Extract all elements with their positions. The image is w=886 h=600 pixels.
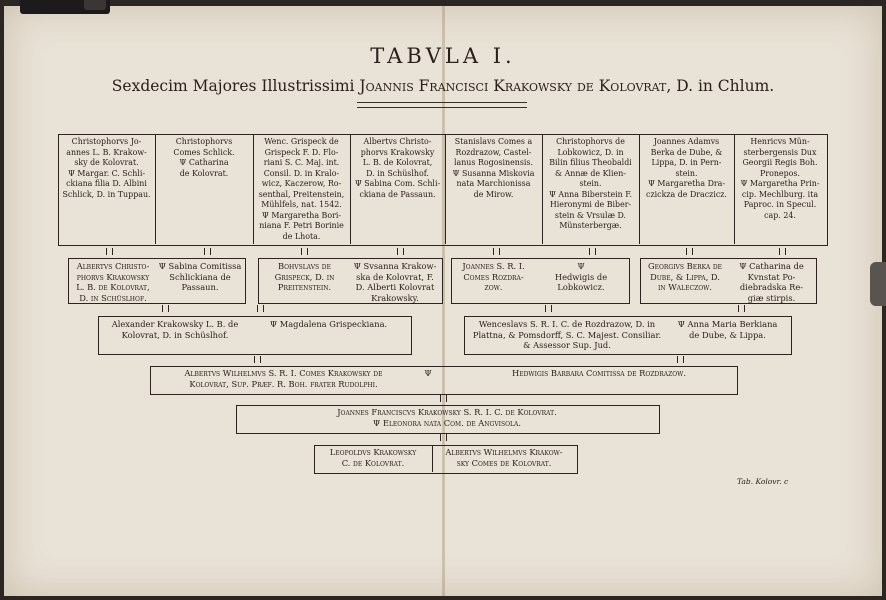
connector-tick bbox=[440, 395, 447, 402]
row2-husband-4-line: Dube, & Lippa, D. bbox=[650, 271, 720, 282]
row1-ancestor-3-line: Consil. D. in Kralo- bbox=[263, 168, 340, 178]
row1-ancestor-4-line: L. B. de Kolovrat, bbox=[362, 158, 433, 167]
row1-ancestor-6-line: Münsterbergæ. bbox=[559, 221, 622, 230]
row1-ancestor-7 bbox=[641, 137, 732, 200]
subtitle-suffix: , D. in Chlum. bbox=[666, 77, 775, 95]
row2-wife-2-line: ska de Kolovrat, F. bbox=[356, 271, 434, 282]
row3-husband-1-line: Kolovrat, D. in Schüslhof. bbox=[121, 329, 229, 340]
row1-ancestor-5-line: Stanislavs Comes a bbox=[454, 137, 533, 146]
row1-ancestor-8-line: sterbergensis Dux bbox=[743, 147, 817, 157]
row1-ancestor-7-line: Ψ Margaretha Dra- bbox=[647, 179, 726, 188]
row5-subject: Joannes Franciscvs Krakowsky S. R. I. C. de Kolovrat. bbox=[337, 407, 557, 417]
row1-ancestor-3-line: Grispeck F. D. Flo- bbox=[264, 147, 339, 157]
connector-tick bbox=[779, 248, 786, 255]
row1-divider bbox=[253, 134, 254, 244]
row1-divider bbox=[639, 134, 640, 244]
connector-tick bbox=[257, 305, 264, 312]
subtitle-name: Joannis Francisci Krakowsky de Kolovrat bbox=[359, 77, 667, 95]
row1-ancestor-1-line: Christophorvs Jo- bbox=[71, 137, 142, 146]
row3-wife-2-line: de Dube, & Lippa. bbox=[689, 329, 766, 340]
row1-ancestor-3-line: senthal, Preitenstein, bbox=[258, 189, 345, 199]
row3-husband-2-line: & Assessor Sup. Jud. bbox=[523, 340, 611, 351]
row1-ancestor-8-line: Georgii Regis Boh. bbox=[742, 158, 818, 167]
row1-ancestor-4 bbox=[352, 137, 443, 200]
row1-ancestor-2-line: Ψ Catharina bbox=[179, 158, 229, 167]
row6-child-2 bbox=[434, 447, 574, 468]
row1-ancestor-6-line: Christophorvs de bbox=[556, 137, 625, 146]
row1-ancestor-3-line: Wenc. Grispeck de bbox=[264, 137, 339, 146]
row1-ancestor-6-line: Lobkowicz, D. in bbox=[557, 147, 624, 157]
row6-child-1-line: C. de Kolovrat. bbox=[341, 457, 405, 468]
connector-tick bbox=[162, 305, 169, 312]
row2-husband-3-line: Joannes S. R. I. bbox=[462, 261, 525, 271]
connector-tick bbox=[254, 356, 261, 363]
row6-child-2-line: sky Comes de Kolovrat. bbox=[456, 457, 552, 468]
row1-ancestor-6-line: stein & Vrsulæ D. bbox=[554, 210, 627, 220]
row1-ancestor-3 bbox=[255, 137, 348, 242]
row1-ancestor-7-line: czickza de Draczicz. bbox=[646, 189, 727, 199]
row1-ancestor-3-line: riani S. C. Maj. int. bbox=[263, 158, 340, 167]
row2-wife-1-line: Ψ Sabina Comitissa bbox=[158, 261, 242, 271]
row1-ancestor-6-line: Hieronymi de Biber- bbox=[549, 200, 632, 209]
row3-wife-2 bbox=[668, 319, 787, 340]
row1-ancestor-1-line: sky de Kolovrat. bbox=[74, 158, 139, 167]
subtitle-prefix: Sexdecim Majores Illustrissimi bbox=[111, 77, 355, 95]
row2-wife-2 bbox=[351, 261, 439, 303]
row1-divider bbox=[350, 134, 351, 244]
row3-husband-2 bbox=[467, 319, 667, 351]
row2-husband-2-line: Preitenstein. bbox=[277, 282, 332, 293]
row2-husband-1-line: phorvs Krakowsky bbox=[76, 271, 150, 282]
row1-ancestor-1-line: Schlick, D. in Tuppau. bbox=[62, 189, 151, 199]
row1-ancestor-6-line: Ψ Anna Biberstein F. bbox=[548, 189, 633, 199]
row1-ancestor-7-line: stein. bbox=[675, 168, 698, 178]
row1-ancestor-8-line: Pronepos. bbox=[760, 168, 800, 178]
row1-ancestor-3-line: Mühlfels, nat. 1542. bbox=[261, 200, 342, 209]
row1-divider bbox=[734, 134, 735, 244]
row1-ancestor-2-line: Christophorvs bbox=[175, 137, 233, 146]
page-subtitle bbox=[0, 77, 886, 95]
connector-tick bbox=[493, 248, 500, 255]
row4-husband-line: Albertvs Wilhelmvs S. R. I. Comes Krakowsky de bbox=[184, 368, 383, 378]
row5-spouse: Ψ Eleonora nata Com. de Angvisola. bbox=[372, 418, 522, 428]
row1-ancestor-1-line: Ψ Margar. C. Schli- bbox=[67, 168, 146, 178]
row1-ancestor-2-line: Comes Schlick. bbox=[173, 147, 235, 157]
row2-wife-2-line: D. Alberti Kolovrat bbox=[355, 282, 435, 293]
row2-wife-2-line: Ψ Svsanna Krakow- bbox=[353, 261, 437, 271]
row3-wife-2-line: Ψ Anna Maria Berkiana bbox=[677, 319, 778, 329]
row1-ancestor-1-line: annes L. B. Krakow- bbox=[66, 147, 147, 157]
row2-husband-3 bbox=[453, 261, 534, 293]
connector-tick bbox=[589, 248, 596, 255]
row1-ancestor-3-line: Ψ Margaretha Bori- bbox=[261, 210, 342, 220]
row1-ancestor-4-line: Ψ Sabina Com. Schli- bbox=[354, 179, 441, 188]
row2-husband-2-line: Bohvslavs de bbox=[278, 261, 331, 271]
row2-wife-1 bbox=[158, 261, 242, 293]
row2-wife-3-line: Hedwigis de bbox=[554, 271, 608, 282]
row2-wife-4-line: giæ stirpis. bbox=[747, 292, 796, 303]
row3-wife-1-line: Ψ Magdalena Grispeckiana. bbox=[269, 319, 388, 329]
row6-child-1-line: Leopoldvs Krakowsky bbox=[329, 447, 417, 457]
row1-ancestor-2-line: de Kolovrat. bbox=[179, 168, 229, 178]
connector-tick bbox=[106, 248, 113, 255]
page-title: TABVLA I. bbox=[370, 44, 516, 68]
row1-ancestor-5-line: Rozdrazow, Castel- bbox=[455, 147, 532, 157]
row1-ancestor-6-line: & Annæ de Klien- bbox=[555, 168, 626, 178]
row3-husband-2-line: Wenceslavs S. R. I. C. de Rozdrazow, D. in bbox=[478, 319, 656, 329]
row1-ancestor-7-line: Berka de Dube, & bbox=[650, 147, 723, 157]
row1-ancestor-2 bbox=[157, 137, 251, 179]
connector-tick bbox=[677, 356, 684, 363]
row1-ancestor-5-line: Ψ Susanna Miskovia bbox=[452, 168, 535, 178]
row2-husband-4-line: in Waleczow. bbox=[658, 282, 712, 293]
row1-divider bbox=[542, 134, 543, 244]
row1-ancestor-5 bbox=[447, 137, 540, 200]
row2-husband-3-line: Comes Rozdra- bbox=[463, 271, 524, 282]
connector-tick bbox=[397, 248, 404, 255]
connector-tick bbox=[440, 434, 447, 441]
row4-wife: Hedwigis Barbara Comitissa de Rozdrazow. bbox=[511, 368, 686, 378]
title-rule bbox=[357, 102, 527, 108]
row1-ancestor-4-line: phorvs Krakowsky bbox=[360, 147, 435, 157]
row3-husband-1-line: Alexander Krakowsky L. B. de bbox=[111, 319, 239, 329]
row2-wife-3-line: Lobkowicz. bbox=[557, 282, 605, 293]
row1-ancestor-6-line: stein. bbox=[579, 179, 602, 188]
row2-wife-4 bbox=[730, 261, 813, 303]
connector-tick bbox=[204, 248, 211, 255]
row1-ancestor-1-line: ckiana filia D. Albini bbox=[66, 179, 147, 188]
connector-tick bbox=[545, 305, 552, 312]
connector-tick bbox=[738, 305, 745, 312]
row2-wife-1-line: Schlickiana de bbox=[169, 271, 231, 282]
row4-husband-line: Kolovrat, Sup. Præf. R. Boh. frater Rudolphi. bbox=[189, 378, 378, 389]
row1-ancestor-5-line: de Mirow. bbox=[473, 189, 514, 199]
row2-husband-1-line: L. B. de Kolovrat, bbox=[76, 282, 150, 293]
row1-ancestor-8-line: cip. Mechlburg. ita bbox=[741, 189, 819, 199]
row1-ancestor-4-line: ckiana de Passaun. bbox=[359, 189, 436, 199]
row2-wife-4-line: diebradska Re- bbox=[739, 282, 804, 293]
page-footer-reference: Tab. Kolovr. c bbox=[737, 477, 789, 486]
row1-ancestor-8-line: Paproc. in Specul. bbox=[743, 200, 817, 209]
row2-husband-4-line: Georgivs Berka de bbox=[647, 261, 723, 271]
row2-husband-1 bbox=[70, 261, 156, 303]
row3-wife-1 bbox=[250, 319, 407, 330]
binder-clip-ring bbox=[84, 0, 106, 10]
row1-ancestor-6 bbox=[544, 137, 637, 232]
row2-wife-1-line: Passaun. bbox=[181, 282, 219, 293]
row1-ancestor-7-line: Joannes Adamvs bbox=[653, 137, 720, 146]
binder-knob bbox=[870, 262, 886, 306]
row1-ancestor-8-line: Henricvs Mün- bbox=[750, 137, 810, 146]
row2-husband-2-line: Grispeck, D. in bbox=[274, 271, 335, 282]
row2-husband-1-line: Albertvs Christo- bbox=[76, 261, 150, 271]
row3-husband-2-line: Plattna, & Pomsdorff, S. C. Majest. Consiliar. bbox=[472, 329, 662, 340]
connector-tick bbox=[686, 248, 693, 255]
row1-ancestor-3-line: niana F. Petri Borinie bbox=[259, 221, 344, 230]
row4-husband bbox=[156, 368, 411, 389]
row4-psi: Ψ bbox=[424, 368, 432, 378]
row1-underline bbox=[58, 245, 826, 246]
row1-ancestor-8-line: cap. 24. bbox=[764, 210, 796, 220]
row1-ancestor-3-line: de Lhota. bbox=[282, 231, 321, 241]
row2-wife-4-line: Ψ Catharina de bbox=[739, 261, 804, 271]
row6-child-2-line: Albertvs Wilhelmvs Krakow- bbox=[445, 447, 563, 457]
row6-child-1 bbox=[316, 447, 430, 468]
row1-ancestor-4-line: Albertvs Christo- bbox=[363, 137, 432, 146]
row1-ancestor-1 bbox=[60, 137, 153, 200]
row2-wife-2-line: Krakowsky. bbox=[371, 292, 419, 303]
row1-ancestor-7-line: Lippa, D. in Pern- bbox=[651, 158, 722, 167]
row1-ancestor-4-line: D. in Schüslhof. bbox=[366, 168, 429, 178]
row2-wife-3-line: Ψ bbox=[577, 261, 585, 271]
row2-husband-2 bbox=[260, 261, 349, 293]
row3-husband-1 bbox=[101, 319, 249, 340]
row1-ancestor-5-line: lanus Rogosinensis. bbox=[454, 158, 533, 167]
row2-wife-4-line: Kvnstat Po- bbox=[747, 271, 796, 282]
row2-husband-1-line: D. in Schüslhof. bbox=[79, 292, 147, 303]
row2-wife-3 bbox=[536, 261, 626, 293]
row1-ancestor-5-line: nata Marchionissa bbox=[456, 179, 531, 188]
row2-husband-3-line: zow. bbox=[484, 282, 503, 293]
row1-ancestor-3-line: wicz, Kaczerow, Ro- bbox=[261, 179, 342, 188]
row6-divider bbox=[432, 445, 433, 472]
row1-divider bbox=[445, 134, 446, 244]
row1-ancestor-6-line: Bilin filius Theobaldi bbox=[549, 158, 632, 167]
row1-ancestor-8 bbox=[736, 137, 824, 221]
row1-divider bbox=[155, 134, 156, 244]
connector-tick bbox=[301, 248, 308, 255]
row1-ancestor-8-line: Ψ Margaretha Prin- bbox=[740, 179, 820, 188]
row2-husband-4 bbox=[642, 261, 728, 293]
